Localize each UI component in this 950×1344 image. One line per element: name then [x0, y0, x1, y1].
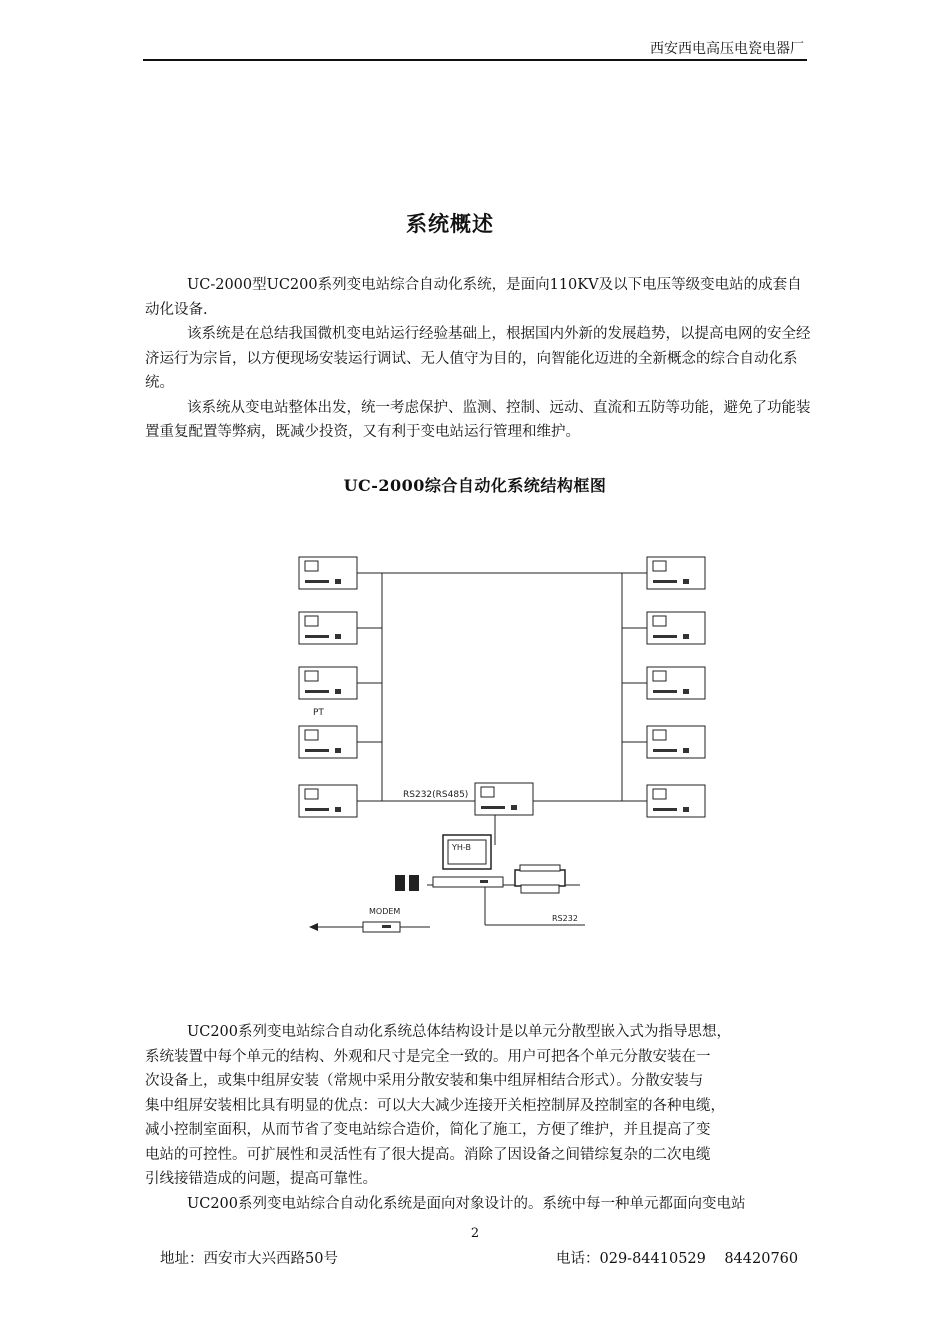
right-unit-3: [647, 667, 705, 699]
figure-title: UC-2000综合自动化系统结构框图: [343, 476, 607, 495]
system-structure-diagram: [285, 545, 725, 940]
body-line-1: UC200系列变电站综合自动化系统总体结构设计是以单元分散型嵌入式为指导思想，: [187, 1024, 731, 1040]
header-company: 西安西电高压电瓷电器厂: [650, 41, 804, 57]
modem-label: MODEM: [369, 907, 401, 916]
right-unit-2: [647, 612, 705, 644]
right-unit-4: [647, 726, 705, 758]
printer: [515, 865, 565, 893]
footer-phone: 电话：029-84410529 84420760: [556, 1251, 799, 1267]
right-unit-5: [647, 785, 705, 817]
pc-label: YH-B: [452, 843, 471, 852]
footer-address: 地址：西安市大兴西路50号: [160, 1251, 338, 1267]
body-line-8: UC200系列变电站综合自动化系统是面向对象设计的。系统中每一种单元都面向变电站: [187, 1195, 746, 1212]
intro-paragraph-3: 该系统从变电站整体出发，统一考虑保护、监测、控制、远动、直流和五防等功能，避免了功能装置重复配置等弊病，既减少投资，又有利于变电站运行管理和维护。: [145, 399, 811, 440]
intro-paragraph-2: 该系统是在总结我国微机变电站运行经验基础上，根据国内外新的发展趋势，以提高电网的安全经济运行为宗旨，以方便现场安装运行调试、无人值守为目的，向智能化迈进的全新概念的综合自动化系统。: [145, 326, 811, 391]
page-title: 系统概述: [406, 211, 494, 236]
left-unit-1: [299, 557, 357, 589]
body-line-4: 集中组屏安装相比具有明显的优点：可以大大减少连接开关柜控制屏及控制室的各种电缆，: [145, 1097, 725, 1114]
body-line-7: 引线接错造成的问题，提高可靠性。: [145, 1171, 377, 1187]
left-unit-4: [299, 726, 357, 758]
body-line-2: 系统装置中每个单元的结构、外观和尺寸是完全一致的。用户可把各个单元分散安装在一: [145, 1048, 711, 1065]
left-unit-3: [299, 667, 357, 718]
intro-section: [145, 273, 815, 445]
rs232-label: RS232: [552, 914, 578, 923]
computer-monitor: [433, 835, 503, 887]
header-rule: [143, 59, 807, 61]
speakers: [395, 875, 419, 891]
body-section: [145, 1020, 815, 1216]
body-line-3: 次设备上，或集中组屏安装（常规中采用分散安装和集中组屏相结合形式）。分散安装与: [145, 1073, 704, 1089]
intro-paragraph-1: UC-2000型UC200系列变电站综合自动化系统，是面向110KV及以下电压等级变电站的成套自动化设备.: [145, 277, 802, 318]
body-line-6: 电站的可控性。可扩展性和灵活性有了很大提高。消除了因设备之间错综复杂的二次电缆: [145, 1146, 711, 1163]
left-unit-2: [299, 612, 357, 644]
center-comm-unit: [475, 783, 533, 815]
left-unit-5: [299, 785, 357, 817]
pt-label: PT: [313, 708, 324, 718]
modem: [363, 907, 400, 932]
bus-label: RS232(RS485): [403, 790, 469, 800]
body-line-5: 减小控制室面积，从而节省了变电站综合造价，简化了施工，方便了维护，并且提高了变: [145, 1122, 711, 1138]
page-number: 2: [470, 1226, 480, 1241]
right-unit-1: [647, 557, 705, 589]
